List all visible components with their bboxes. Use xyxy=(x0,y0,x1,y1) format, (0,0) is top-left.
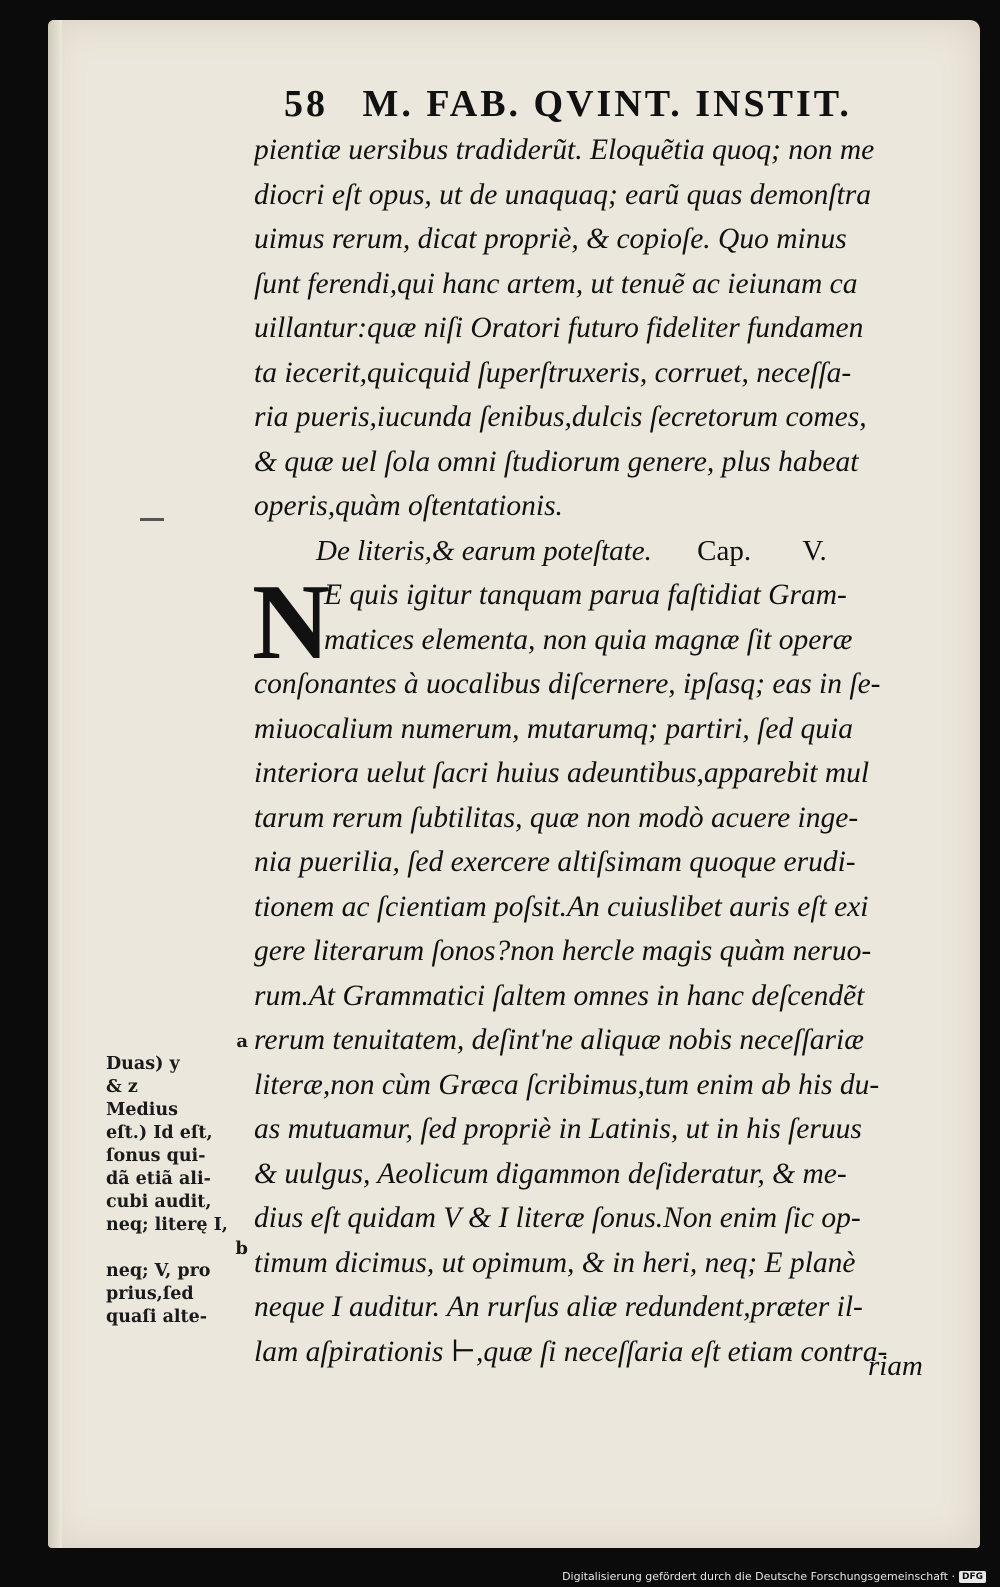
margin-note-line: Medius xyxy=(106,1100,178,1120)
chapter-label: Cap. xyxy=(697,534,752,567)
margin-note-line: cubi audit, xyxy=(106,1192,212,1212)
text-line: pientiæ uersibus tradiderũt. Eloquẽtia quoq; non me xyxy=(254,134,875,166)
digitization-credit xyxy=(562,1570,986,1583)
drop-cap-paragraph xyxy=(252,563,944,682)
margin-note xyxy=(106,1030,256,1329)
margin-note-line: neq; V, pro xyxy=(106,1261,211,1281)
margin-dash-mark xyxy=(140,518,164,521)
margin-note-marker: a xyxy=(236,1031,248,1052)
margin-note-line: Duas) y xyxy=(106,1054,180,1074)
margin-note-marker: b xyxy=(235,1238,248,1259)
text-line: ria pueris,iucunda ſenibus,dulcis ſecretorum comes, xyxy=(254,401,867,433)
drop-cap-letter: N xyxy=(252,563,330,682)
margin-note-line: ſonus qui- xyxy=(106,1146,206,1166)
margin-note-line: & z xyxy=(106,1077,138,1097)
margin-note-line: neq; literę I, xyxy=(106,1215,228,1235)
chapter-number: V. xyxy=(802,534,827,567)
text-line: & uulgus, Aeolicum digammon deſideratur, & me- xyxy=(254,1157,847,1190)
main-text-block xyxy=(254,128,944,1374)
text-line: conſonantes à uocalibus diſcernere, ipſasq; eas in ſe- xyxy=(254,668,881,700)
text-line: as mutuamur, ſed propriè in Latinis, ut in his ſeruus xyxy=(254,1113,862,1145)
chapter-heading xyxy=(254,529,944,574)
book-page xyxy=(48,20,980,1548)
text-line: uillantur:quæ niſi Oratori futuro fideliter fundamen xyxy=(254,312,864,344)
text-line: uimus rerum, dicat propriè, & copioſe. Quo minus xyxy=(254,223,847,255)
text-line: & quæ uel ſola omni ſtudiorum genere, plus habeat xyxy=(254,445,859,478)
text-line: tionem ac ſcientiam poſsit.An cuiuslibet auris eſt exi xyxy=(254,890,869,923)
page-header xyxy=(284,82,924,126)
text-line: lam aſpirationis ⊢,quæ ſi neceſſaria eſt etiam contra- xyxy=(254,1335,888,1368)
text-line: dius eſt quidam V & I literæ ſonus.Non enim ſic op- xyxy=(254,1202,861,1234)
margin-note-line: dã etiã ali- xyxy=(106,1169,211,1189)
text-line: miuocalium numerum, mutarumq; partiri, ſed quia xyxy=(254,712,853,745)
text-line: rum.At Grammatici ſaltem omnes in hanc deſcendẽt xyxy=(254,979,865,1012)
margin-note-line: eſt.) Id eſt, xyxy=(106,1123,213,1143)
text-line: literæ,non cùm Græca ſcribimus,tum enim ab his du- xyxy=(254,1068,880,1101)
text-line: timum dicimus, ut opimum, & in heri, neq; E planè xyxy=(254,1246,856,1279)
page-spine-edge xyxy=(48,20,62,1548)
text-line: E quis igitur tanquam parua faſtidiat Gram- xyxy=(324,579,847,611)
running-title: M. FAB. QVINT. INSTIT. xyxy=(362,83,852,125)
dfg-logo: DFG xyxy=(959,1571,986,1583)
text-line: ſunt ferendi,qui hanc artem, ut tenuẽ ac ieiunam ca xyxy=(254,267,858,300)
text-line: rerum tenuitatem, deſint'ne aliquæ nobis neceſſariæ xyxy=(254,1024,864,1056)
catchword: riam xyxy=(868,1350,923,1382)
text-line: tarum rerum ſubtilitas, quæ non modò acuere inge- xyxy=(254,801,859,834)
text-line: matices elementa, non quia magnæ ſit operæ xyxy=(324,623,853,656)
text-line: ta iecerit,quicquid ſuperſtruxeris, corruet, neceſſa- xyxy=(254,356,852,389)
text-line: nia puerilia, ſed exercere altiſsimam quoque erudi- xyxy=(254,846,856,878)
text-line: operis,quàm oſtentationis. xyxy=(254,490,563,522)
chapter-title: De literis,& earum poteſtate. xyxy=(316,534,652,567)
text-line: neque I auditur. An rurſus aliæ redundent,præter il- xyxy=(254,1291,863,1323)
margin-note-line: quaſi alte- xyxy=(106,1307,208,1327)
text-line: diocri eſt opus, ut de unaquaq; earũ quas demonſtra xyxy=(254,178,871,211)
page-number: 58 xyxy=(284,83,328,125)
text-line: interiora uelut ſacri huius adeuntibus,apparebit mul xyxy=(254,757,870,789)
credit-text: Digitalisierung gefördert durch die Deutsche Forschungsgemeinschaft · xyxy=(562,1570,955,1583)
margin-note-line: prius,ſed xyxy=(106,1284,194,1304)
text-line: gere literarum ſonos?non hercle magis quàm neruo- xyxy=(254,935,872,967)
